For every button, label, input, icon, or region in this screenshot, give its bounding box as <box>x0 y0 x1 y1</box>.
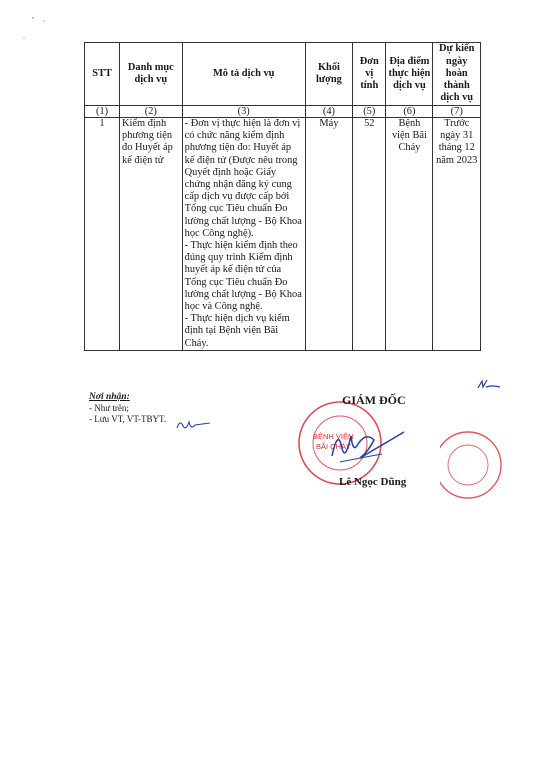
column-number: (5) <box>353 106 386 118</box>
column-number: (6) <box>386 106 433 118</box>
recipient-item: - Như trên; <box>89 403 129 413</box>
table-row <box>85 118 481 351</box>
cell-stt: 1 <box>85 118 120 351</box>
cell-unit: 52 <box>353 118 386 351</box>
hospital-stamp-partial <box>440 430 516 500</box>
cell-description: - Đơn vị thực hiện là đơn vị có chức năng kiểm định phương tiện đo: Huyết áp kế điện tử (Được nêu trong Quyết định hoặc Giấy chứng nhận đăng ký cung cấp dịch vụ được cấp bởi Tổng cục Tiêu chuẩn Đo lường chất lượng - Bộ Khoa học Công nghệ). - Thực hiện kiểm định theo đúng quy trình Kiểm định huyết áp kế điện tử của Tổng cục Tiêu chuẩn Đo lường chất lượng - Bộ Khoa học và Công nghệ. - Thực hiện dịch vụ kiểm định tại Bệnh viện Bãi Cháy. <box>182 118 305 351</box>
header-description: Mô tả dịch vụ <box>182 43 305 106</box>
director-title: GIÁM ĐỐC <box>342 393 406 407</box>
header-stt: STT <box>85 43 120 106</box>
header-category: Danh mục dịch vụ <box>120 43 183 106</box>
director-signature <box>320 418 410 478</box>
signer-name: Lê Ngọc Dũng <box>339 476 407 488</box>
header-deadline: Dự kiến ngày hoàn thành dịch vụ <box>433 43 481 106</box>
cell-location: Bệnh viện Bãi Cháy <box>386 118 433 351</box>
column-number: (3) <box>182 106 305 118</box>
table-header-row <box>85 43 481 106</box>
recipient-item: - Lưu VT, VT-TBYT. <box>89 414 167 424</box>
initial-mark <box>476 378 502 392</box>
scan-specks <box>20 12 60 42</box>
cell-quantity: Máy <box>305 118 352 351</box>
cell-deadline: Trước ngày 31 tháng 12 năm 2023 <box>433 118 481 351</box>
recipients-block <box>89 392 166 425</box>
table-number-row <box>85 106 481 118</box>
column-number: (7) <box>433 106 481 118</box>
clerk-signature <box>174 416 214 434</box>
cell-category: Kiểm định phương tiện đo Huyết áp kế điện tử <box>120 118 183 351</box>
stamp-text-outer: BỆNH VIỆN <box>313 432 354 441</box>
header-quantity: Khối lượng <box>305 43 352 106</box>
column-number: (1) <box>85 106 120 118</box>
header-unit: Đơn vị tính <box>353 43 386 106</box>
service-table <box>84 42 481 351</box>
column-number: (4) <box>305 106 352 118</box>
recipients-title: Nơi nhận: <box>89 392 130 402</box>
header-location: Địa điểm thực hiện dịch vụ <box>386 43 433 106</box>
column-number: (2) <box>120 106 183 118</box>
stamp-text-inner: BÃI CHÁY <box>316 442 352 451</box>
